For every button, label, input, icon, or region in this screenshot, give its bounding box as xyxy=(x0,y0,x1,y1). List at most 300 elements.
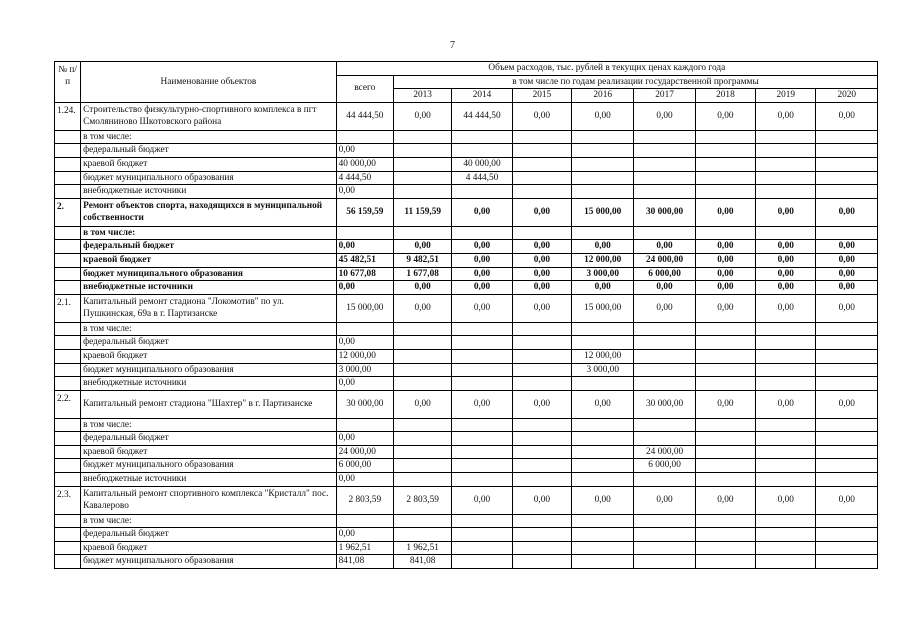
header-volume: Объем расходов, тыс. рублей в текущих ценах каждого года xyxy=(336,62,877,76)
row-year-value xyxy=(756,130,816,144)
row-year-value xyxy=(452,528,512,542)
row-number xyxy=(55,267,81,281)
row-year-value xyxy=(512,363,571,377)
row-total: 0,00 xyxy=(336,432,393,446)
header-year-2016: 2016 xyxy=(572,89,634,103)
row-year-value: 0,00 xyxy=(512,267,571,281)
row-number xyxy=(55,418,81,432)
row-year-value: 0,00 xyxy=(393,294,451,322)
row-year-value xyxy=(695,157,755,171)
row-year-value: 6 000,00 xyxy=(634,459,695,473)
row-year-value: 0,00 xyxy=(512,240,571,254)
row-year-value xyxy=(816,130,878,144)
row-year-value xyxy=(816,349,878,363)
row-name: бюджет муниципального образования xyxy=(81,171,337,185)
table-row xyxy=(55,390,878,418)
row-year-value: 0,00 xyxy=(756,486,816,514)
row-year-value xyxy=(695,185,755,199)
row-number xyxy=(55,226,81,240)
row-year-value: 0,00 xyxy=(452,240,512,254)
row-year-value: 3 000,00 xyxy=(572,363,634,377)
row-year-value xyxy=(452,459,512,473)
budget-table xyxy=(54,61,878,569)
table-row xyxy=(55,130,878,144)
row-number xyxy=(55,541,81,555)
table-row xyxy=(55,486,878,514)
row-year-value xyxy=(512,171,571,185)
row-year-value: 0,00 xyxy=(695,267,755,281)
row-year-value xyxy=(393,459,451,473)
row-year-value xyxy=(393,432,451,446)
row-year-value xyxy=(452,144,512,158)
row-year-value xyxy=(572,226,634,240)
row-total xyxy=(336,322,393,336)
row-year-value xyxy=(695,528,755,542)
row-total: 45 482,51 xyxy=(336,253,393,267)
row-year-value: 9 482,51 xyxy=(393,253,451,267)
row-year-value xyxy=(695,144,755,158)
row-year-value: 0,00 xyxy=(452,486,512,514)
row-name: федеральный бюджет xyxy=(81,240,337,254)
row-year-value: 0,00 xyxy=(393,102,451,130)
row-name: краевой бюджет xyxy=(81,445,337,459)
row-year-value xyxy=(512,130,571,144)
row-total: 0,00 xyxy=(336,240,393,254)
row-total: 15 000,00 xyxy=(336,294,393,322)
row-year-value: 1 962,51 xyxy=(393,541,451,555)
header-years-title: в том числе по годам реализации государственной программы xyxy=(393,75,877,89)
row-year-value xyxy=(695,555,755,569)
row-year-value xyxy=(634,432,695,446)
row-year-value xyxy=(452,322,512,336)
row-number xyxy=(55,514,81,528)
row-year-value xyxy=(756,157,816,171)
row-year-value xyxy=(634,336,695,350)
row-year-value xyxy=(572,144,634,158)
row-year-value xyxy=(572,157,634,171)
row-year-value xyxy=(572,130,634,144)
row-year-value xyxy=(572,459,634,473)
row-year-value xyxy=(816,377,878,391)
row-year-value xyxy=(634,514,695,528)
row-year-value: 0,00 xyxy=(756,198,816,226)
row-year-value xyxy=(572,322,634,336)
row-year-value xyxy=(634,528,695,542)
row-year-value xyxy=(756,171,816,185)
row-year-value xyxy=(512,473,571,487)
row-total: 44 444,50 xyxy=(336,102,393,130)
row-year-value xyxy=(393,130,451,144)
table-row xyxy=(55,445,878,459)
row-year-value xyxy=(452,377,512,391)
row-year-value xyxy=(695,432,755,446)
row-year-value xyxy=(695,541,755,555)
row-year-value: 0,00 xyxy=(393,240,451,254)
row-year-value xyxy=(756,363,816,377)
row-year-value xyxy=(695,377,755,391)
row-year-value: 0,00 xyxy=(452,294,512,322)
row-year-value xyxy=(756,322,816,336)
row-number xyxy=(55,445,81,459)
row-total: 0,00 xyxy=(336,336,393,350)
row-year-value xyxy=(756,541,816,555)
row-year-value xyxy=(393,418,451,432)
table-row xyxy=(55,144,878,158)
row-year-value xyxy=(634,541,695,555)
table-row xyxy=(55,240,878,254)
row-number xyxy=(55,171,81,185)
row-year-value: 0,00 xyxy=(512,102,571,130)
row-year-value: 24 000,00 xyxy=(634,253,695,267)
row-year-value xyxy=(452,445,512,459)
row-year-value xyxy=(393,445,451,459)
row-year-value xyxy=(816,473,878,487)
table-row xyxy=(55,102,878,130)
row-year-value: 0,00 xyxy=(634,240,695,254)
row-year-value xyxy=(756,349,816,363)
row-year-value xyxy=(634,157,695,171)
row-year-value xyxy=(756,528,816,542)
table-row xyxy=(55,349,878,363)
row-name: Капитальный ремонт стадиона "Шахтер" в г. Партизанске xyxy=(81,390,337,418)
table-row xyxy=(55,322,878,336)
row-year-value: 0,00 xyxy=(695,294,755,322)
row-year-value: 11 159,59 xyxy=(393,198,451,226)
row-year-value xyxy=(572,473,634,487)
row-year-value: 0,00 xyxy=(452,390,512,418)
row-year-value xyxy=(512,418,571,432)
row-year-value: 0,00 xyxy=(452,267,512,281)
row-year-value xyxy=(512,226,571,240)
row-total xyxy=(336,418,393,432)
row-year-value xyxy=(512,144,571,158)
row-year-value xyxy=(816,322,878,336)
row-year-value xyxy=(816,226,878,240)
row-year-value xyxy=(572,528,634,542)
row-year-value xyxy=(695,445,755,459)
row-year-value: 0,00 xyxy=(634,294,695,322)
row-year-value xyxy=(756,473,816,487)
row-total xyxy=(336,514,393,528)
row-year-value: 1 677,08 xyxy=(393,267,451,281)
row-number: 2.3. xyxy=(55,486,81,514)
row-year-value xyxy=(695,459,755,473)
header-year-2019: 2019 xyxy=(756,89,816,103)
header-num: № п/п xyxy=(55,62,81,103)
row-number xyxy=(55,377,81,391)
row-year-value: 0,00 xyxy=(572,390,634,418)
row-year-value xyxy=(816,144,878,158)
row-year-value: 0,00 xyxy=(695,281,755,295)
row-year-value xyxy=(756,514,816,528)
row-name: внебюджетные источники xyxy=(81,377,337,391)
row-year-value xyxy=(816,336,878,350)
row-year-value: 0,00 xyxy=(816,102,878,130)
row-number xyxy=(55,253,81,267)
row-name: Капитальный ремонт спортивного комплекса "Кристалл" пос. Кавалерово xyxy=(81,486,337,514)
row-total: 0,00 xyxy=(336,185,393,199)
row-year-value: 0,00 xyxy=(512,390,571,418)
row-year-value xyxy=(452,336,512,350)
row-year-value xyxy=(634,226,695,240)
row-name: федеральный бюджет xyxy=(81,144,337,158)
header-year-2018: 2018 xyxy=(695,89,755,103)
table-row xyxy=(55,226,878,240)
row-year-value: 0,00 xyxy=(634,102,695,130)
row-year-value xyxy=(756,377,816,391)
row-number xyxy=(55,349,81,363)
row-year-value xyxy=(393,377,451,391)
row-total: 0,00 xyxy=(336,528,393,542)
row-year-value xyxy=(634,144,695,158)
table-row xyxy=(55,281,878,295)
row-year-value xyxy=(452,555,512,569)
table-row xyxy=(55,336,878,350)
row-name: краевой бюджет xyxy=(81,349,337,363)
row-year-value: 0,00 xyxy=(756,294,816,322)
row-number xyxy=(55,528,81,542)
row-year-value: 0,00 xyxy=(512,281,571,295)
row-year-value xyxy=(512,528,571,542)
row-year-value xyxy=(634,171,695,185)
row-total: 12 000,00 xyxy=(336,349,393,363)
row-total: 30 000,00 xyxy=(336,390,393,418)
row-year-value xyxy=(572,541,634,555)
row-name: в том числе: xyxy=(81,226,337,240)
row-year-value xyxy=(634,130,695,144)
row-year-value: 0,00 xyxy=(756,102,816,130)
row-year-value: 841,08 xyxy=(393,555,451,569)
row-year-value: 0,00 xyxy=(695,253,755,267)
row-year-value: 30 000,00 xyxy=(634,198,695,226)
row-year-value xyxy=(393,322,451,336)
row-number xyxy=(55,185,81,199)
row-total: 1 962,51 xyxy=(336,541,393,555)
row-year-value: 0,00 xyxy=(452,281,512,295)
row-year-value xyxy=(695,363,755,377)
row-name: федеральный бюджет xyxy=(81,528,337,542)
row-year-value xyxy=(393,473,451,487)
row-year-value xyxy=(452,473,512,487)
row-year-value: 0,00 xyxy=(634,281,695,295)
row-year-value xyxy=(452,185,512,199)
row-name: в том числе: xyxy=(81,514,337,528)
row-year-value xyxy=(695,514,755,528)
row-year-value xyxy=(816,363,878,377)
header-year-2015: 2015 xyxy=(512,89,571,103)
row-year-value: 0,00 xyxy=(512,294,571,322)
row-year-value xyxy=(512,445,571,459)
row-name: федеральный бюджет xyxy=(81,336,337,350)
row-year-value xyxy=(816,555,878,569)
row-year-value xyxy=(512,185,571,199)
table-row xyxy=(55,198,878,226)
row-year-value: 0,00 xyxy=(695,198,755,226)
header-total: всего xyxy=(336,75,393,102)
row-name: Строительство физкультурно-спортивного комплекса в пгт Смоляниново Шкотовского района xyxy=(81,102,337,130)
header-year-2020: 2020 xyxy=(816,89,878,103)
row-year-value: 0,00 xyxy=(816,294,878,322)
row-year-value xyxy=(816,459,878,473)
row-year-value: 0,00 xyxy=(572,281,634,295)
row-name: внебюджетные источники xyxy=(81,185,337,199)
row-year-value: 12 000,00 xyxy=(572,253,634,267)
row-year-value: 0,00 xyxy=(695,390,755,418)
row-year-value xyxy=(572,432,634,446)
row-year-value xyxy=(634,377,695,391)
row-year-value xyxy=(572,514,634,528)
row-year-value: 6 000,00 xyxy=(634,267,695,281)
table-row xyxy=(55,185,878,199)
row-year-value xyxy=(512,541,571,555)
row-year-value: 4 444,50 xyxy=(452,171,512,185)
row-year-value xyxy=(634,363,695,377)
row-number: 2. xyxy=(55,198,81,226)
row-year-value xyxy=(512,432,571,446)
row-year-value: 0,00 xyxy=(695,240,755,254)
row-year-value: 0,00 xyxy=(816,198,878,226)
row-year-value xyxy=(695,473,755,487)
row-year-value xyxy=(512,555,571,569)
row-year-value xyxy=(572,171,634,185)
row-name: бюджет муниципального образования xyxy=(81,459,337,473)
row-year-value: 2 803,59 xyxy=(393,486,451,514)
row-year-value: 0,00 xyxy=(572,102,634,130)
row-year-value xyxy=(452,432,512,446)
row-total xyxy=(336,226,393,240)
row-year-value xyxy=(452,349,512,363)
row-year-value: 0,00 xyxy=(452,253,512,267)
row-year-value xyxy=(393,528,451,542)
row-year-value xyxy=(572,377,634,391)
row-year-value xyxy=(512,459,571,473)
table-row xyxy=(55,432,878,446)
row-year-value xyxy=(816,528,878,542)
row-number: 2.2. xyxy=(55,390,81,418)
row-year-value: 0,00 xyxy=(572,486,634,514)
row-year-value: 0,00 xyxy=(816,253,878,267)
row-number xyxy=(55,459,81,473)
row-year-value: 0,00 xyxy=(695,102,755,130)
row-year-value xyxy=(393,349,451,363)
row-year-value xyxy=(695,226,755,240)
row-total: 0,00 xyxy=(336,281,393,295)
table-row xyxy=(55,418,878,432)
row-year-value: 0,00 xyxy=(393,281,451,295)
row-name: Ремонт объектов спорта, находящихся в муниципальной собственности xyxy=(81,198,337,226)
row-year-value: 0,00 xyxy=(756,253,816,267)
table-row xyxy=(55,473,878,487)
row-total: 0,00 xyxy=(336,144,393,158)
row-year-value xyxy=(634,418,695,432)
row-year-value xyxy=(452,226,512,240)
row-year-value: 0,00 xyxy=(393,390,451,418)
row-number xyxy=(55,322,81,336)
row-year-value xyxy=(393,226,451,240)
row-year-value xyxy=(393,363,451,377)
row-year-value xyxy=(695,349,755,363)
row-year-value: 15 000,00 xyxy=(572,198,634,226)
row-year-value xyxy=(393,144,451,158)
row-total xyxy=(336,130,393,144)
table-row xyxy=(55,528,878,542)
row-year-value: 0,00 xyxy=(756,240,816,254)
row-number xyxy=(55,157,81,171)
table-row xyxy=(55,459,878,473)
row-number xyxy=(55,336,81,350)
row-year-value xyxy=(695,418,755,432)
row-year-value xyxy=(634,185,695,199)
row-number xyxy=(55,363,81,377)
row-name: краевой бюджет xyxy=(81,157,337,171)
row-total: 841,08 xyxy=(336,555,393,569)
row-year-value xyxy=(816,185,878,199)
row-year-value: 15 000,00 xyxy=(572,294,634,322)
row-year-value: 0,00 xyxy=(572,240,634,254)
row-number xyxy=(55,432,81,446)
row-year-value xyxy=(695,322,755,336)
row-year-value xyxy=(816,171,878,185)
row-year-value: 40 000,00 xyxy=(452,157,512,171)
table-row xyxy=(55,377,878,391)
row-year-value xyxy=(572,555,634,569)
row-year-value xyxy=(452,514,512,528)
row-year-value xyxy=(572,445,634,459)
row-year-value xyxy=(452,418,512,432)
row-name: бюджет муниципального образования xyxy=(81,555,337,569)
row-year-value: 0,00 xyxy=(512,198,571,226)
row-year-value: 0,00 xyxy=(452,198,512,226)
table-row xyxy=(55,363,878,377)
row-year-value: 24 000,00 xyxy=(634,445,695,459)
header-year-2017: 2017 xyxy=(634,89,695,103)
row-number xyxy=(55,130,81,144)
row-year-value: 0,00 xyxy=(816,486,878,514)
row-year-value xyxy=(756,459,816,473)
row-number xyxy=(55,473,81,487)
table-row xyxy=(55,514,878,528)
row-name: в том числе: xyxy=(81,322,337,336)
row-year-value xyxy=(756,555,816,569)
row-year-value: 0,00 xyxy=(512,253,571,267)
table-row xyxy=(55,294,878,322)
row-total: 6 000,00 xyxy=(336,459,393,473)
row-number: 2.1. xyxy=(55,294,81,322)
row-name: федеральный бюджет xyxy=(81,432,337,446)
row-year-value: 30 000,00 xyxy=(634,390,695,418)
row-name: в том числе: xyxy=(81,130,337,144)
row-year-value xyxy=(756,185,816,199)
row-name: внебюджетные источники xyxy=(81,473,337,487)
row-year-value: 12 000,00 xyxy=(572,349,634,363)
row-total: 24 000,00 xyxy=(336,445,393,459)
row-year-value xyxy=(695,171,755,185)
row-year-value xyxy=(756,336,816,350)
table-row xyxy=(55,541,878,555)
table-row xyxy=(55,157,878,171)
row-year-value: 0,00 xyxy=(756,390,816,418)
row-name: в том числе: xyxy=(81,418,337,432)
row-total: 3 000,00 xyxy=(336,363,393,377)
table-row xyxy=(55,555,878,569)
table-row xyxy=(55,267,878,281)
row-number xyxy=(55,144,81,158)
row-year-value xyxy=(393,336,451,350)
row-year-value: 0,00 xyxy=(816,281,878,295)
row-year-value xyxy=(634,473,695,487)
row-number xyxy=(55,240,81,254)
row-year-value xyxy=(572,336,634,350)
